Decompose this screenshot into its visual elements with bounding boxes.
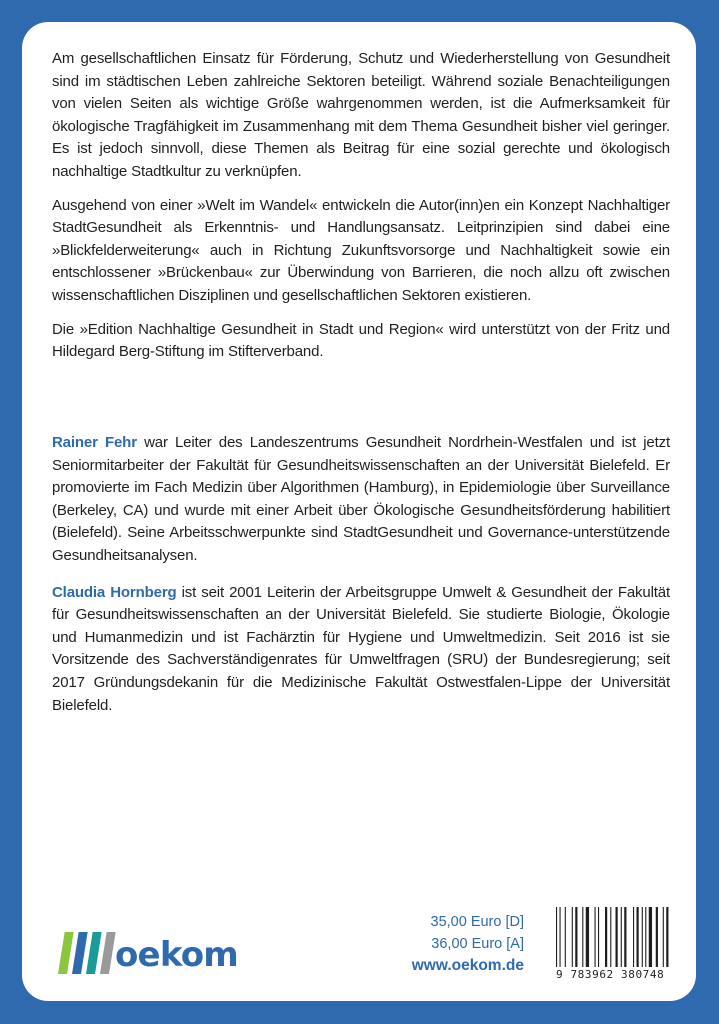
logo-wordmark: oekom (115, 935, 238, 975)
barcode-bar (624, 907, 626, 967)
barcode-bar (649, 907, 652, 967)
author-bio-text: ist seit 2001 Leiterin der Arbeitsgruppe Umwelt & Gesundheit der Fakultät für Gesundheitswissenschaften an der Universität Bielefeld. Sie studierte Biologie, Ökologie und Humanmedizin und ist Fachärztin für Hygiene und Umweltmedizin. Seit 2016 ist sie Vorsitzende des Sachverständigenrates für Umweltfragen (SRU) der Bundesregierung; seit 2017 Gründungsdekanin für die Medizinische Fakultät Ostwestfalen-Lippe der Universität Bielefeld. (52, 583, 670, 714)
blurb-paragraph: Die »Edition Nachhaltige Gesundheit in Stadt und Region« wird unterstützt von der Fritz und Hildegard Berg-Stiftung im Stifterverband. (52, 320, 670, 361)
barcode-bar (556, 907, 557, 967)
barcode-bar (656, 907, 658, 967)
barcode-bar (605, 907, 607, 967)
barcode-bar (586, 907, 589, 967)
barcode-bar (598, 907, 599, 967)
logo-bar (100, 932, 116, 974)
isbn-number: 9 783962 380748 (556, 968, 665, 981)
logo-bar (86, 932, 102, 974)
barcode-bar (621, 907, 622, 967)
isbn-barcode (554, 907, 676, 985)
barcode-bar (565, 907, 566, 967)
author-name: Claudia Hornberg (52, 583, 177, 601)
author-name: Rainer Fehr (52, 434, 137, 451)
publisher-url[interactable]: www.oekom.de (411, 957, 524, 974)
barcode-bar (642, 907, 643, 967)
blurb-paragraph: Am gesellschaftlichen Einsatz für Förderung, Schutz und Wiederherstellung von Gesundheit sind im städtischen Leben zahlreiche Sektoren beteiligt. Während soziale Benachteiligungen von vielen Seiten als wichtige Größe wahrgenommen werden, ist die Aufmerksamkeit für ökologische Tragfähigkeit im Zusammenhang mit dem Thema Gesundheit bisher viel geringer. Es ist jedoch sinnvoll, diese Themen als Beitrag für eine sozial gerechte und ökologisch nachhaltige Stadtkultur zu verknüpfen. (52, 50, 670, 180)
barcode-bar (572, 907, 573, 967)
logo-bars-icon (52, 930, 112, 974)
logo-bar (58, 932, 74, 974)
barcode-bar (645, 907, 646, 967)
barcode-bar (575, 907, 577, 967)
price-germany: 35,00 Euro [D] (430, 914, 524, 930)
barcode-bar (582, 907, 583, 967)
back-cover-panel (22, 22, 696, 1001)
barcode-bar (560, 907, 561, 967)
price-austria: 36,00 Euro [A] (431, 935, 524, 952)
barcode-bar (637, 907, 639, 967)
barcode-bar (633, 907, 634, 967)
publisher-logo (52, 928, 238, 974)
price-info (412, 912, 524, 977)
logo-bar (72, 932, 88, 974)
barcode-bar (595, 907, 596, 967)
barcode-bar (610, 907, 611, 967)
barcode-bar (663, 907, 664, 967)
author-bio (52, 582, 670, 718)
barcode-icon (554, 907, 672, 967)
barcode-bar (616, 907, 618, 967)
author-bio (52, 432, 670, 568)
blurb-paragraph: Ausgehend von einer »Welt im Wandel« entwickeln die Autor(inn)en ein Konzept Nachhaltiger StadtGesundheit als Erkenntnis- und Handlungsansatz. Leitprinzipien sind dabei eine »Blickfelderweiterung« auch in Richtung Zukunftsvorsorge und Nachhaltigkeit sowie ein entschlossener »Brückenbau« zur Überwindung von Barrieren, die noch allzu oft zwischen wissenschaftlichen Disziplinen und gesellschaftlichen Sektoren existieren. (52, 196, 670, 304)
author-bio-text: war Leiter des Landeszentrums Gesundheit Nordrhein-Westfalen und ist jetzt Seniormitarbeiter der Fakultät für Gesundheitswissenschaften an der Universität Bielefeld. Er promovierte im Fach Medizin über Algorithmen (Hamburg), in Epidemiologie über Surveillance (Berkeley, CA) und wurde mit einer Arbeit über Ökologische Gesundheitsförderung habilitiert (Bielefeld). Seine Arbeitsschwerpunkte sind StadtGesundheit und Governance-unterstützende Gesundheitsanalysen. (52, 434, 670, 564)
barcode-bar (666, 907, 668, 967)
author-bios (52, 432, 670, 731)
blurb (52, 48, 670, 375)
